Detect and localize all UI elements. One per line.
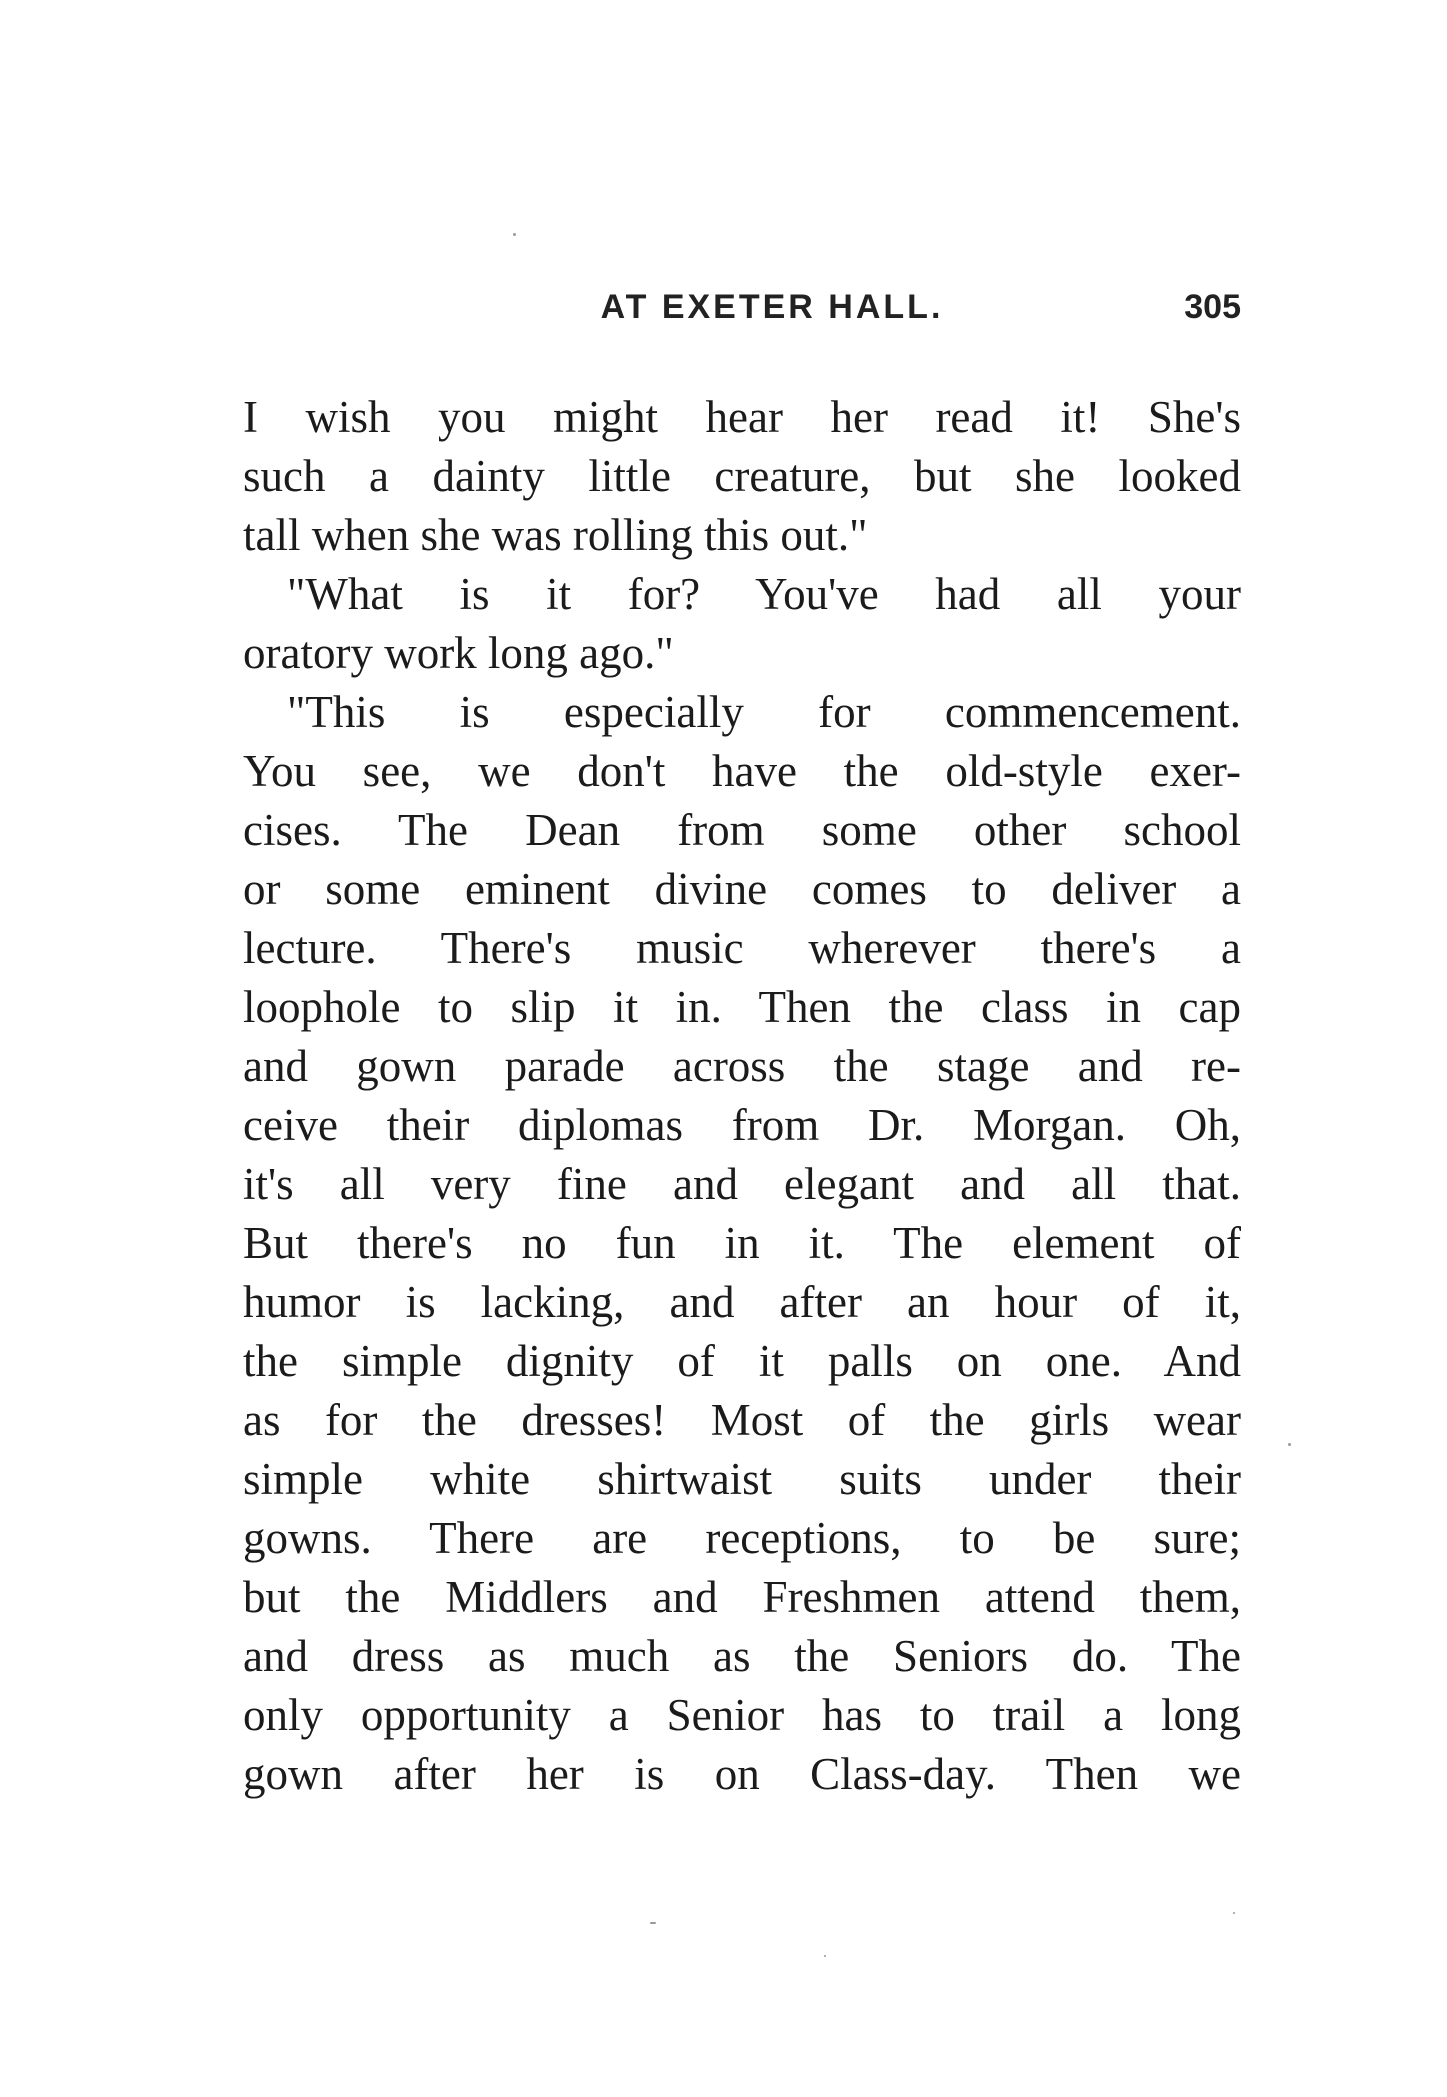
text-line: and dress as much as the Seniors do. The [243, 1631, 1241, 1681]
page-number: 305 [1184, 288, 1241, 326]
text-line: lecture. There's music wherever there's a [243, 923, 1241, 973]
text-line: You see, we don't have the old-style exer- [243, 746, 1241, 796]
paper-speck [824, 1955, 826, 1957]
text-line: such a dainty little creature, but she looked [243, 451, 1241, 501]
text-line: humor is lacking, and after an hour of it, [243, 1277, 1241, 1327]
text-line: ceive their diplomas from Dr. Morgan. Oh, [243, 1100, 1241, 1150]
text-line: it's all very fine and elegant and all that. [243, 1159, 1241, 1209]
text-line: but the Middlers and Freshmen attend them, [243, 1572, 1241, 1622]
text-line: I wish you might hear her read it! She's [243, 392, 1241, 442]
text-line: cises. The Dean from some other school [243, 805, 1241, 855]
running-header [243, 288, 1241, 338]
text-line: "This is especially for commencement. [287, 687, 1241, 737]
running-title: AT EXETER HALL. [600, 288, 944, 326]
paper-speck [1233, 1912, 1235, 1914]
text-line: gowns. There are receptions, to be sure; [243, 1513, 1241, 1563]
paper-speck [513, 233, 516, 236]
text-line: tall when she was rolling this out." [243, 510, 868, 560]
text-line: simple white shirtwaist suits under their [243, 1454, 1241, 1504]
text-line: only opportunity a Senior has to trail a long [243, 1690, 1241, 1740]
text-line: "What is it for? You've had all your [287, 569, 1241, 619]
text-line: loophole to slip it in. Then the class in cap [243, 982, 1241, 1032]
text-line: and gown parade across the stage and re- [243, 1041, 1241, 1091]
text-line: But there's no fun in it. The element of [243, 1218, 1241, 1268]
text-line: the simple dignity of it palls on one. And [243, 1336, 1241, 1386]
text-line: gown after her is on Class-day. Then we [243, 1749, 1241, 1799]
text-line: as for the dresses! Most of the girls wear [243, 1395, 1241, 1445]
body-text [243, 388, 1241, 1804]
paper-speck [1288, 1443, 1291, 1446]
text-line: oratory work long ago." [243, 628, 674, 678]
text-line: or some eminent divine comes to deliver a [243, 864, 1241, 914]
paper-speck [650, 1922, 656, 1924]
